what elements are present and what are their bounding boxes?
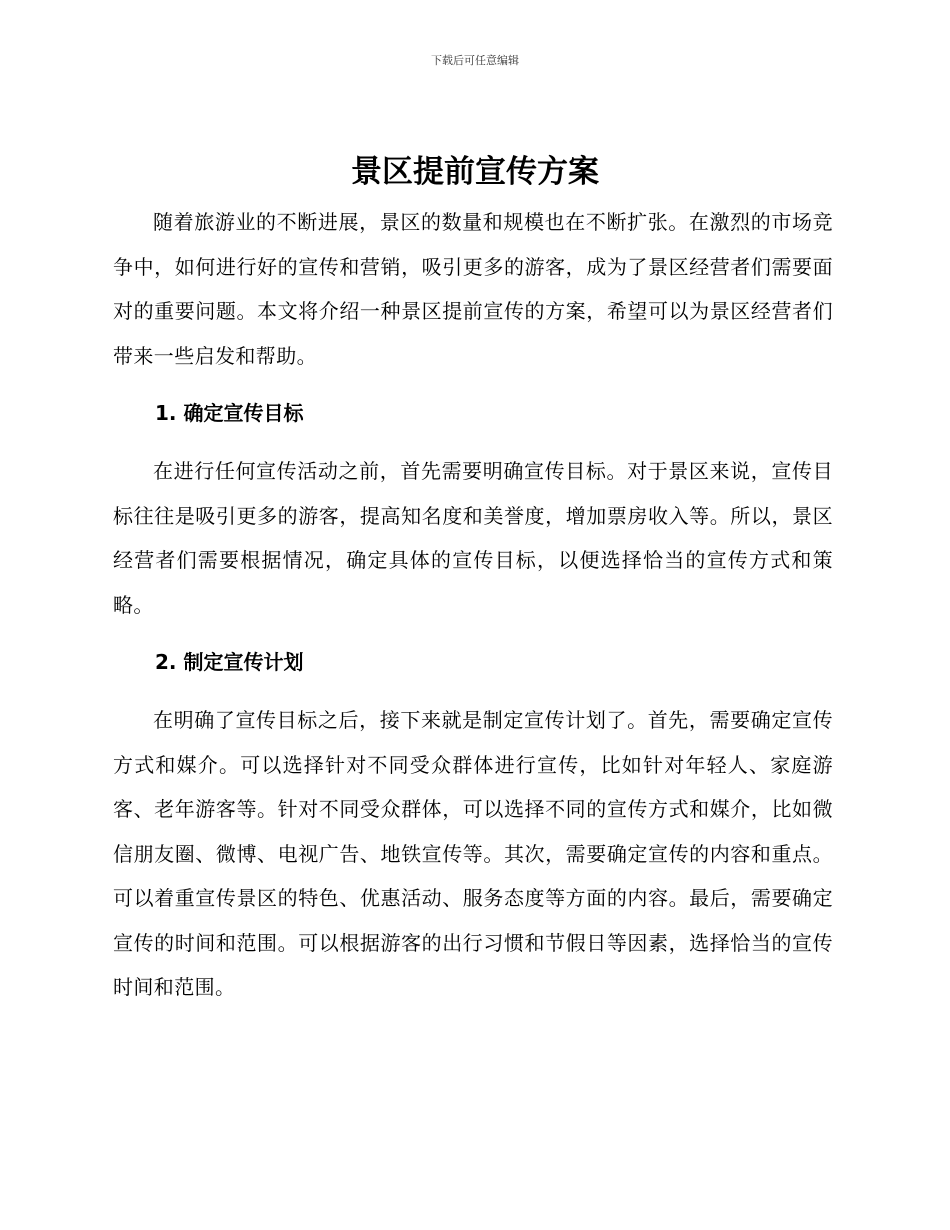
section-heading-goal: 1. 确定宣传目标: [155, 401, 304, 425]
section-body-goal: 在进行任何宣传活动之前，首先需要明确宣传目标。对于景区来说，宣传目标往往是吸引更多的游客，提高知名度和美誉度，增加票房收入等。所以，景区经营者们需要根据情况，确定具体的宣传目标，以便选择恰当的宣传方式和策略。: [113, 459, 833, 617]
document-title: 景区提前宣传方案: [351, 154, 599, 190]
intro-paragraph: 随着旅游业的不断进展，景区的数量和规模也在不断扩张。在激烈的市场竞争中，如何进行好的宣传和营销，吸引更多的游客，成为了景区经营者们需要面对的重要问题。本文将介绍一种景区提前宣传的方案，希望可以为景区经营者们带来一些启发和帮助。: [113, 210, 833, 368]
page-header: 下载后可任意编辑: [431, 54, 519, 67]
section-heading-plan: 2. 制定宣传计划: [155, 650, 304, 674]
section-body-plan: 在明确了宣传目标之后，接下来就是制定宣传计划了。首先，需要确定宣传方式和媒介。可以选择针对不同受众群体进行宣传，比如针对年轻人、家庭游客、老年游客等。针对不同受众群体，可以选择不同的宣传方式和媒介，比如微信朋友圈、微博、电视广告、地铁宣传等。其次，需要确定宣传的内容和重点。可以着重宣传景区的特色、优惠活动、服务态度等方面的内容。最后，需要确定宣传的时间和范围。可以根据游客的出行习惯和节假日等因素，选择恰当的宣传时间和范围。: [113, 708, 833, 999]
